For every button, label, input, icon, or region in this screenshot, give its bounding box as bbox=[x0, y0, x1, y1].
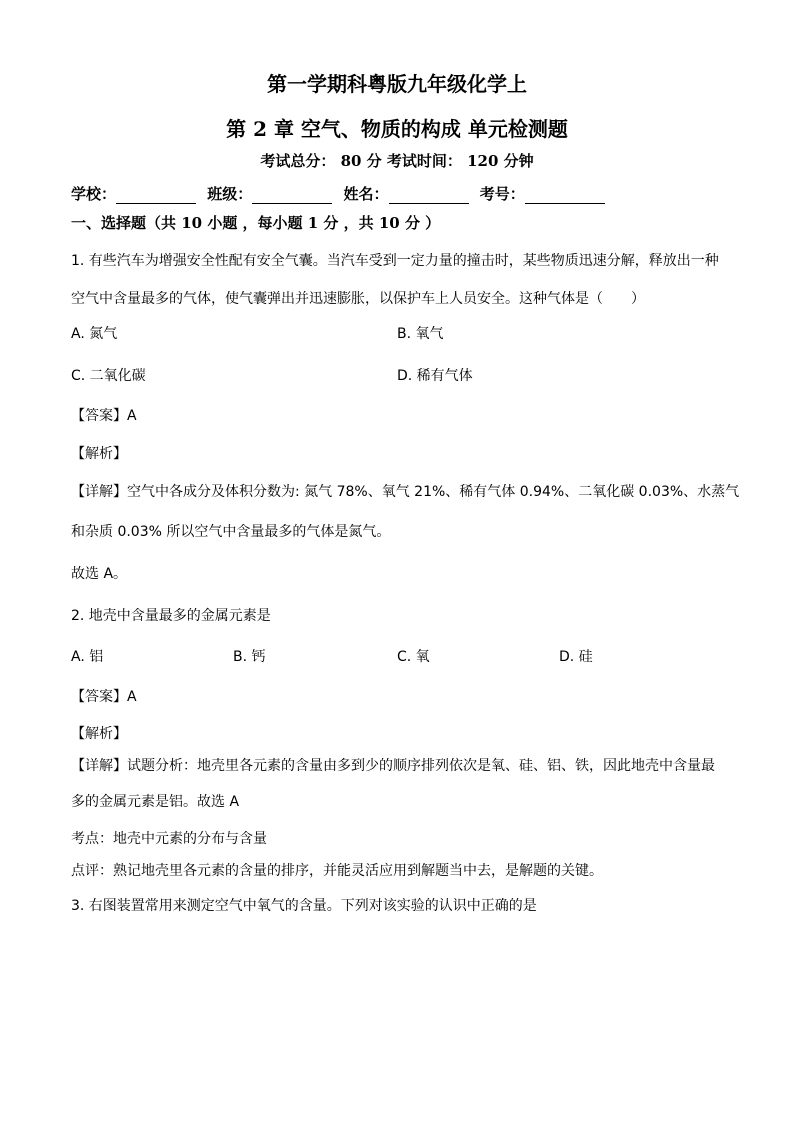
exam-number-label: 考号： bbox=[479, 185, 525, 203]
school-blank[interactable] bbox=[116, 189, 196, 204]
q2-option-b: B. 钙 bbox=[233, 649, 266, 665]
q2-stem: 2. 地壳中含量最多的金属元素是 bbox=[71, 608, 271, 624]
q2-option-d: D. 硅 bbox=[559, 649, 593, 665]
q1-stem-line2: 空气中含量最多的气体，使气囊弹出并迅速膨胀，以保护车上人员安全。这种气体是（ ） bbox=[71, 291, 645, 307]
exam-info: 考试总分： 80 分 考试时间： 120 分钟 bbox=[260, 152, 534, 170]
q2-option-a: A. 铝 bbox=[71, 649, 104, 665]
q1-option-a: A. 氮气 bbox=[71, 326, 118, 342]
q2-analysis-label: 【解析】 bbox=[71, 726, 127, 742]
exam-number-blank[interactable] bbox=[525, 189, 605, 204]
q2-answer: 【答案】A bbox=[71, 689, 137, 705]
q1-option-b: B. 氧气 bbox=[397, 326, 444, 342]
q1-option-d: D. 稀有气体 bbox=[397, 368, 473, 384]
section-heading: 一、选择题（共 10 小题 ，每小题 1 分 ，共 10 分 ） bbox=[71, 214, 441, 232]
class-blank[interactable] bbox=[252, 189, 332, 204]
school-label: 学校： bbox=[71, 185, 117, 203]
name-label: 姓名： bbox=[343, 185, 389, 203]
q2-detail-line2: 多的金属元素是铝。故选 A bbox=[71, 794, 240, 810]
class-label: 班级： bbox=[207, 185, 253, 203]
q1-stem-line1: 1. 有些汽车为增强安全性配有安全气囊。当汽车受到一定力量的撞击时，某些物质迅速分解，释放出一种 bbox=[71, 253, 719, 269]
q1-answer: 【答案】A bbox=[71, 408, 137, 424]
info-fields-row bbox=[71, 183, 611, 204]
q2-option-c: C. 氧 bbox=[397, 649, 430, 665]
q3-stem: 3. 右图装置常用来测定空气中氧气的含量。下列对该实验的认识中正确的是 bbox=[71, 898, 537, 914]
q1-option-c: C. 二氧化碳 bbox=[71, 368, 146, 384]
name-blank[interactable] bbox=[389, 189, 469, 204]
chapter-title: 第 2 章 空气、物质的构成 单元检测题 bbox=[226, 117, 568, 141]
document-title: 第一学期科粤版九年级化学上 bbox=[267, 72, 527, 96]
q2-kaodian: 考点：地壳中元素的分布与含量 bbox=[71, 831, 267, 847]
q1-detail-line1: 【详解】空气中各成分及体积分数为: 氮气 78%、氧气 21%、稀有气体 0.94%、二氧化碳 0.03%、水蒸气 bbox=[71, 484, 740, 500]
q2-detail-line1: 【详解】试题分析：地壳里各元素的含量由多到少的顺序排列依次是氧、硅、铝、铁，因此地壳中含量最 bbox=[71, 758, 715, 774]
q1-analysis-label: 【解析】 bbox=[71, 446, 127, 462]
q2-dianping: 点评：熟记地壳里各元素的含量的排序，并能灵活应用到解题当中去，是解题的关键。 bbox=[71, 863, 603, 879]
q1-conclusion: 故选 A。 bbox=[71, 566, 128, 582]
q1-detail-line2: 和杂质 0.03% 所以空气中含量最多的气体是氮气。 bbox=[71, 524, 391, 540]
